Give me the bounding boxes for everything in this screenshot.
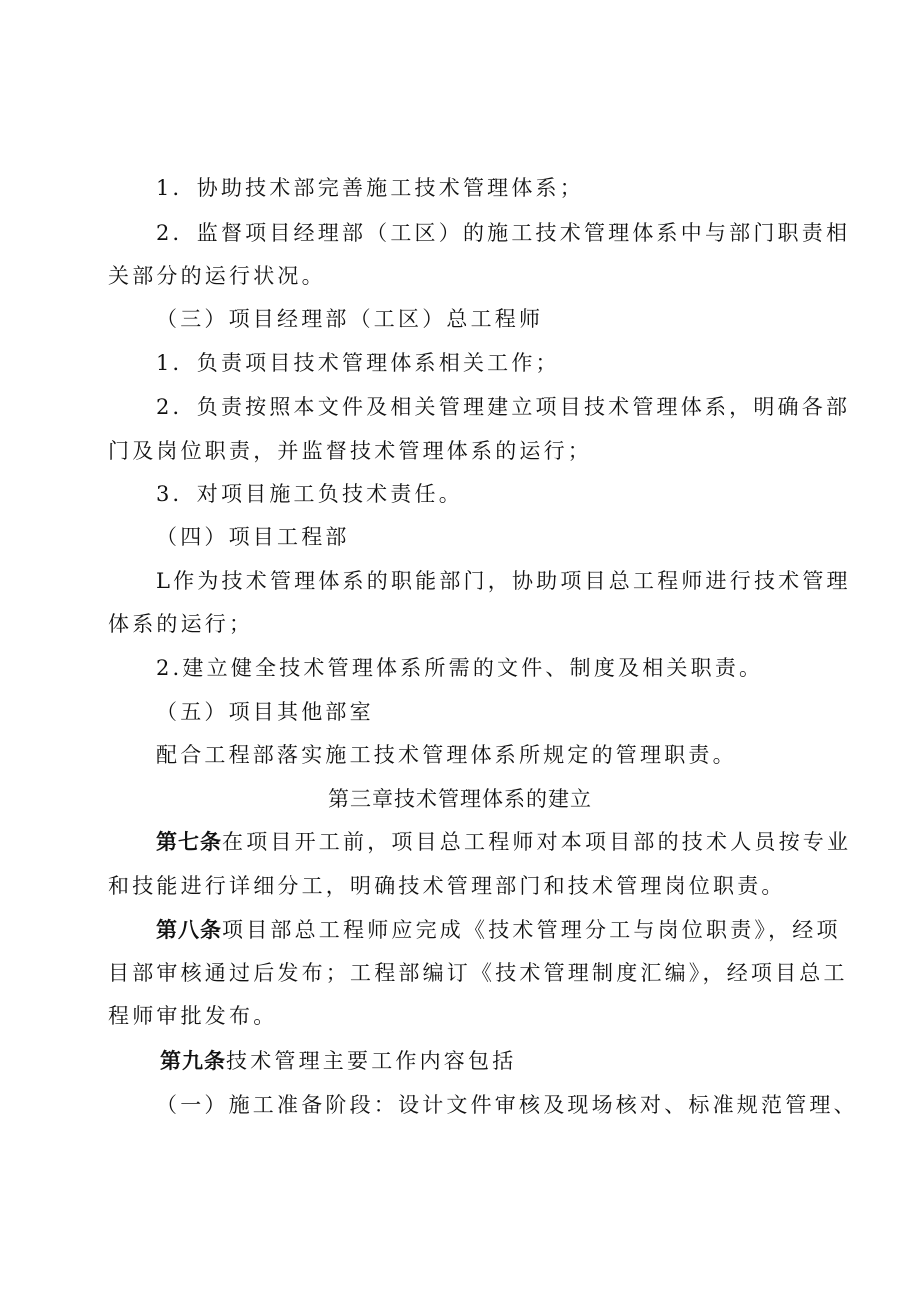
text-line-14: 配合工程部落实施工技术管理体系所规定的管理职责。: [156, 743, 737, 767]
text-line-3: 关部分的运行状况。: [108, 264, 326, 288]
text-line-10: L作为技术管理体系的职能部门，协助项目总工程师进行技术管理: [156, 569, 851, 593]
article-8-label: 第八条: [156, 918, 222, 942]
article-7-label: 第七条: [156, 830, 222, 854]
article-9-label: 第九条: [160, 1049, 226, 1073]
section-heading-4: （四）项目工程部: [156, 525, 350, 549]
chapter-heading: 第三章技术管理体系的建立: [328, 787, 592, 811]
article-7-text-1: 在项目开工前，项目总工程师对本项目部的技术人员按专业: [222, 830, 852, 854]
section-heading-3: （三）项目经理部（工区）总工程师: [156, 307, 544, 331]
text-line-6: 2．负责按照本文件及相关管理建立项目技术管理体系，明确各部: [156, 395, 851, 419]
article-8-line-2: 目部审核通过后发布；工程部编订《技术管理制度汇编》，经项目总工: [108, 961, 848, 985]
article-7-line-1: [156, 827, 920, 857]
article-9-text-1: 技术管理主要工作内容包括: [226, 1049, 517, 1073]
text-line-8: 3．对项目施工负技术责任。: [156, 482, 463, 506]
text-line-last: （一）施工准备阶段：设计文件审核及现场核对、标准规范管理、: [156, 1093, 858, 1117]
text-line-12: 2.建立健全技术管理体系所需的文件、制度及相关职责。: [156, 656, 764, 680]
section-heading-5: （五）项目其他部室: [156, 700, 374, 724]
article-8-line-1: [156, 915, 920, 945]
text-line-11: 体系的运行；: [108, 612, 254, 636]
text-line-7: 门及岗位职责，并监督技术管理体系的运行；: [108, 439, 592, 463]
article-9-line-1: [160, 1046, 920, 1076]
article-7-line-2: 和技能进行详细分工，明确技术管理部门和技术管理岗位职责。: [108, 874, 786, 898]
text-line-1: 1．协助技术部完善施工技术管理体系；: [156, 176, 584, 200]
article-8-line-3: 程师审批发布。: [108, 1004, 278, 1028]
text-line-2: 2．监督项目经理部（工区）的施工技术管理体系中与部门职责相: [156, 221, 851, 245]
article-8-text-1: 项目部总工程师应完成《技术管理分工与岗位职责》，经项: [222, 918, 841, 942]
text-line-5: 1．负责项目技术管理体系相关工作；: [156, 351, 560, 375]
